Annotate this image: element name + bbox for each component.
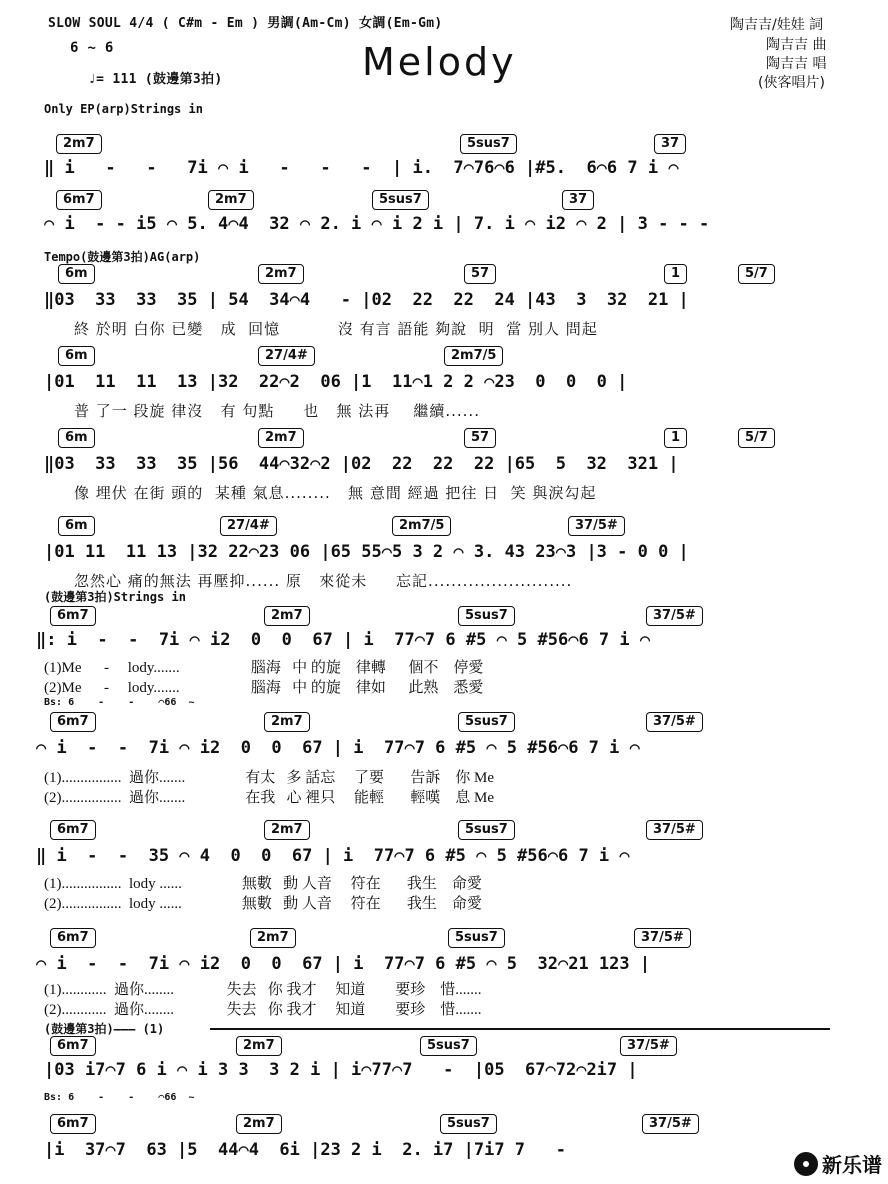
chord-box: 6m7 <box>50 928 96 948</box>
chord-box: 6m <box>58 516 95 536</box>
chord-box: 5sus7 <box>458 712 515 732</box>
lyric-line: (1)Me - lody....... 腦海 中 的旋 律轉 個不 停愛 <box>44 660 484 676</box>
chord-box: 6m <box>58 346 95 366</box>
logo-text: 新乐谱 <box>822 1153 882 1177</box>
bass-line: Bs: 6 - - ⌒66 ~ <box>44 697 195 708</box>
chord-box: 2m7 <box>236 1036 282 1056</box>
chord-box: 5sus7 <box>448 928 505 948</box>
lyric-line: (2)................ 過你....... 在我 心 裡只 能輕 輕嘆 息 Me <box>44 790 494 806</box>
song-title: Melody <box>362 40 517 84</box>
chord-box: 2m7 <box>236 1114 282 1134</box>
chord-box: 2m7 <box>264 712 310 732</box>
lyric-line: 忽然心 痛的無法 再壓抑...... 原 來從未 忘記......................... <box>74 572 573 590</box>
lyric-line: (1)................ 過你....... 有太 多 話忘 了要 告訴 你 Me <box>44 770 494 786</box>
lyric-line: (2)Me - lody....... 腦海 中 的旋 律如 此熟 悉愛 <box>44 680 484 696</box>
bpm-marking: ♩= 111 (鼓邊第3拍) <box>88 72 223 87</box>
chord-box: 6m7 <box>56 190 102 210</box>
notation-line: ⌒ i - - 7i ⌒ i2 0 0 67 | i 77⌒7 6 #5 ⌒ 5 #56⌒6 7 i ⌒ <box>36 738 640 758</box>
tempo-line: SLOW SOUL 4/4 ( C#m - Em ) 男調(Am-Cm) 女調(Em-Gm) <box>48 16 443 31</box>
chord-box: 6m7 <box>50 820 96 840</box>
chord-box: 5sus7 <box>440 1114 497 1134</box>
chord-box: 6m7 <box>50 712 96 732</box>
chord-box: 57 <box>464 428 496 448</box>
chord-box: 27/4# <box>258 346 315 366</box>
chord-box: 5sus7 <box>458 606 515 626</box>
notation-line: ‖: i - - 7i ⌒ i2 0 0 67 | i 77⌒7 6 #5 ⌒ 5 #56⌒6 7 i ⌒ <box>36 630 651 650</box>
lyric-line: (1)............ 過你........ 失去 你 我才 知道 要珍 惜....... <box>44 982 482 998</box>
lyric-line: 終 於明 白你 已變 成 回憶 沒 有言 語能 夠說 明 當 別人 問起 <box>74 320 598 338</box>
section-label-chorus: (鼓邊第3拍)Strings in <box>44 590 186 604</box>
label-credit: (俠客唱片) <box>758 75 825 91</box>
chord-box: 5sus7 <box>460 134 517 154</box>
lyricist-credit: 陶吉吉/娃娃 詞 <box>730 17 824 33</box>
chord-box: 37 <box>654 134 686 154</box>
notation-line: ⌒ i - - i5 ⌒ 5. 4⌒4 32 ⌒ 2. i ⌒ i 2 i | 7. i ⌒ i2 ⌒ 2 | 3 - - - <box>44 214 710 234</box>
chord-box: 5sus7 <box>420 1036 477 1056</box>
lyric-line: (2)............ 過你........ 失去 你 我才 知道 要珍 惜....... <box>44 1002 482 1018</box>
singer-credit: 陶吉吉 唱 <box>766 56 827 72</box>
chord-box: 2m7 <box>208 190 254 210</box>
chord-box: 6m7 <box>50 1036 96 1056</box>
chord-box: 37/5# <box>568 516 625 536</box>
section-label-ending: (鼓邊第3拍)——— (1) <box>44 1022 165 1036</box>
chord-box: 6m <box>58 264 95 284</box>
section-label-intro: Only EP(arp)Strings in <box>44 102 203 116</box>
chord-box: 2m7/5 <box>392 516 451 536</box>
notation-line: |01 11 11 13 |32 22⌒23 06 |65 55⌒5 3 2 ⌒ 3. 43 23⌒3 |3 - 0 0 | <box>44 542 689 562</box>
lyric-line: (2)................ lody ...... 無數 動 人音 符在 我生 命愛 <box>44 896 482 912</box>
vocal-range: 6 ~ 6 <box>70 40 114 56</box>
lyric-line: 普 了一 段旋 律沒 有 句點 也 無 法再 繼續...... <box>74 402 480 420</box>
notation-line: ⌒ i - - 7i ⌒ i2 0 0 67 | i 77⌒7 6 #5 ⌒ 5 32⌒21 123 | <box>36 954 651 974</box>
chord-box: 27/4# <box>220 516 277 536</box>
chord-box: 1 <box>664 428 687 448</box>
chord-box: 2m7 <box>56 134 102 154</box>
notation-line: |01 11 11 13 |32 22⌒2 06 |1 11⌒1 2 2 ⌒23 0 0 0 | <box>44 372 628 392</box>
chord-box: 2m7 <box>258 264 304 284</box>
chord-box: 37/5# <box>646 606 703 626</box>
chord-box: 5/7 <box>738 428 775 448</box>
chord-box: 37/5# <box>646 712 703 732</box>
notation-line: ‖03 33 33 35 | 54 34⌒4 - |02 22 22 24 |43 3 32 21 | <box>44 290 689 310</box>
chord-box: 5sus7 <box>372 190 429 210</box>
chord-box: 6m7 <box>50 1114 96 1134</box>
chord-box: 5sus7 <box>458 820 515 840</box>
ending-bracket-line <box>210 1028 830 1030</box>
chord-box: 2m7 <box>258 428 304 448</box>
chord-box: 1 <box>664 264 687 284</box>
record-disc-icon <box>794 1152 818 1176</box>
lyric-line: (1)................ lody ...... 無數 動 人音 符在 我生 命愛 <box>44 876 482 892</box>
notation-line: ‖03 33 33 35 |56 44⌒32⌒2 |02 22 22 22 |65 5 32 321 | <box>44 454 679 474</box>
chord-box: 37/5# <box>634 928 691 948</box>
chord-box: 37/5# <box>646 820 703 840</box>
chord-box: 2m7/5 <box>444 346 503 366</box>
composer-credit: 陶吉吉 曲 <box>766 37 827 53</box>
chord-box: 37 <box>562 190 594 210</box>
notation-line: ‖ i - - 35 ⌒ 4 0 0 67 | i 77⌒7 6 #5 ⌒ 5 #56⌒6 7 i ⌒ <box>36 846 630 866</box>
chord-box: 6m7 <box>50 606 96 626</box>
chord-box: 2m7 <box>264 820 310 840</box>
lyric-line: 像 埋伏 在街 頭的 某種 氣息........ 無 意間 經過 把往 日 笑 與淚勾起 <box>74 484 597 502</box>
chord-box: 57 <box>464 264 496 284</box>
chord-box: 6m <box>58 428 95 448</box>
section-label-verse: Tempo(鼓邊第3拍)AG(arp) <box>44 250 201 264</box>
notation-line: |03 i7⌒7 6 i ⌒ i 3 3 3 2 i | i⌒77⌒7 - |05 67⌒72⌒2i7 | <box>44 1060 638 1080</box>
notation-line: ‖ i - - 7i ⌒ i - - - | i. 7⌒76⌒6 |#5. 6⌒6 7 i ⌒ <box>44 158 679 178</box>
chord-box: 37/5# <box>642 1114 699 1134</box>
site-logo <box>794 1149 882 1178</box>
chord-box: 37/5# <box>620 1036 677 1056</box>
bass-line: Bs: 6 - - ⌒66 ~ <box>44 1092 195 1103</box>
notation-line: |i 37⌒7 63 |5 44⌒4 6i |23 2 i 2. i7 |7i7 7 - <box>44 1140 566 1160</box>
chord-box: 2m7 <box>264 606 310 626</box>
chord-box: 5/7 <box>738 264 775 284</box>
chord-box: 2m7 <box>250 928 296 948</box>
